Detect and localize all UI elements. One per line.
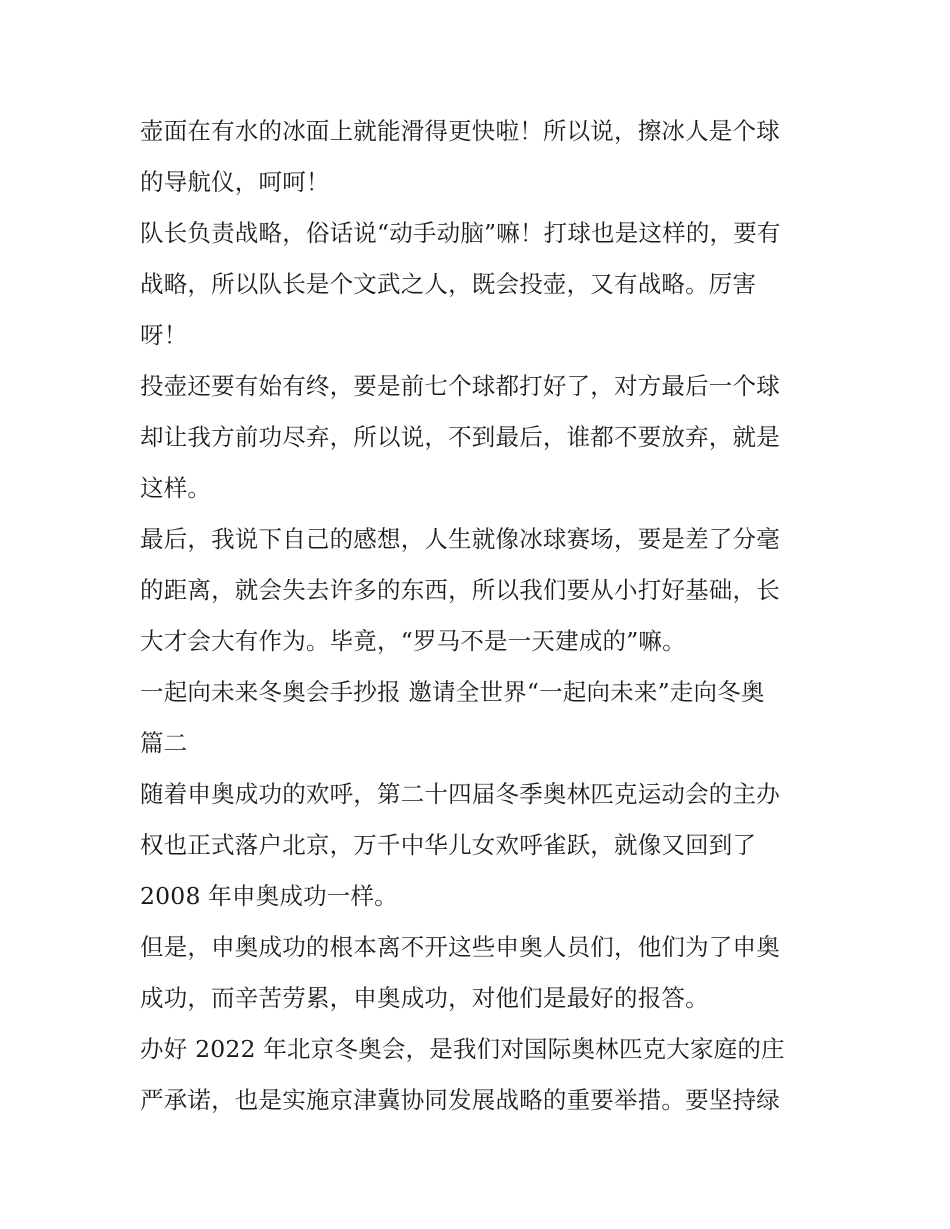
text-line: 队长负责战略，俗话说“动手动脑”嘛！打球也是这样的，要有 (140, 219, 781, 247)
text-line: 这样。 (140, 474, 212, 502)
text-line: 2008 年申奥成功一样。 (140, 882, 398, 910)
text-line: 大才会大有作为。毕竟，“罗马不是一天建成的”嘛。 (140, 627, 686, 655)
text-line: 最后，我说下自己的感想，人生就像冰球赛场，要是差了分毫 (140, 525, 780, 553)
text-line: 随着申奥成功的欢呼，第二十四届冬季奥林匹克运动会的主办 (140, 780, 780, 808)
text-line: 成功，而辛苦劳累，申奥成功，对他们是最好的报答。 (140, 984, 709, 1012)
text-line: 壶面在有水的冰面上就能滑得更快啦！所以说，擦冰人是个球 (140, 117, 780, 145)
text-line: 却让我方前功尽弃，所以说，不到最后，谁都不要放弃，就是 (140, 423, 780, 451)
text-line: 严承诺，也是实施京津冀协同发展战略的重要举措。要坚持绿 (140, 1086, 780, 1114)
document-body (140, 106, 820, 1126)
section-heading-line: 一起向未来冬奥会手抄报 邀请全世界“一起向未来”走向冬奥 (140, 678, 765, 706)
text-line: 但是，申奥成功的根本离不开这些申奥人员们，他们为了申奥 (140, 933, 780, 961)
text-line: 战略，所以队长是个文武之人，既会投壶，又有战略。厉害 (140, 270, 757, 298)
text-line: 投壶还要有始有终，要是前七个球都打好了，对方最后一个球 (140, 372, 780, 400)
text-line: 的距离，就会失去许多的东西，所以我们要从小打好基础，长 (140, 576, 780, 604)
text-line: 呀！ (140, 321, 188, 349)
text-line: 办好 2022 年北京冬奥会，是我们对国际奥林匹克大家庭的庄 (140, 1035, 785, 1063)
text-line: 权也正式落户北京，万千中华儿女欢呼雀跃，就像又回到了 (140, 831, 757, 859)
section-heading-line: 篇二 (140, 729, 188, 757)
text-line: 的导航仪，呵呵！ (140, 168, 330, 196)
